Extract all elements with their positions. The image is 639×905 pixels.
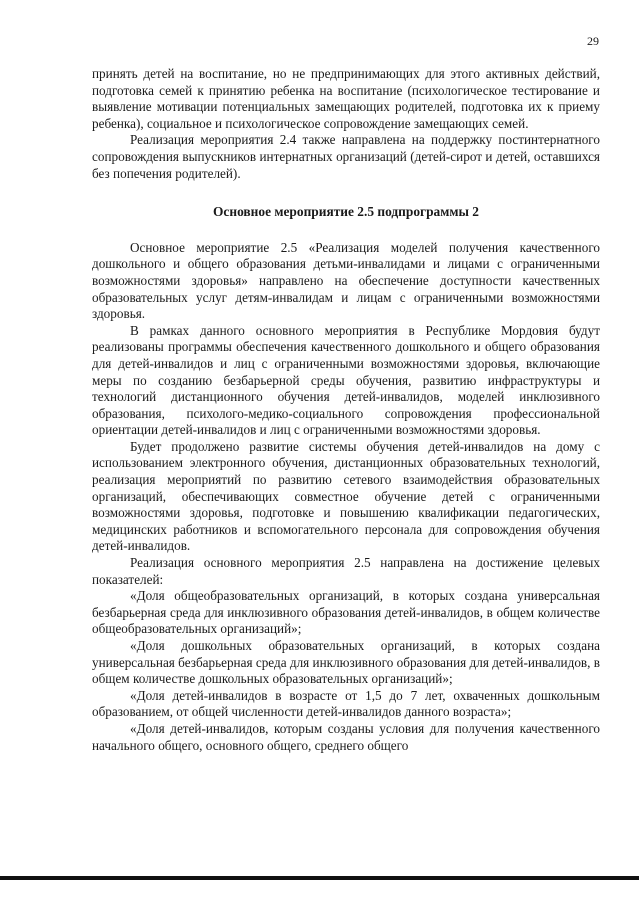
section-heading: Основное мероприятие 2.5 подпрограммы 2 [213,204,479,220]
paragraph-mordovia-programs: В рамках данного основного мероприятия в Республике Мордовия будут реализованы программы обеспечения качественного дошкольного и общего образования для детей-инвалидов и лиц с ограниченными возможностями здоровья, включающие меры по созданию безбарьерной среды обучения, развитию инфраструктуры и технологий дистанционного обучения детей-инвалидов, моделей инклюзивного образования, психолого-медико-социального сопровождения профессиональной ориентации детей-инвалидов и лиц с ограниченными возможностями здоровья. [92,322,600,438]
document-body [92,66,600,754]
intro-paragraph: принять детей на воспитание, но не предпринимающих для этого активных действий, подготовка семей к принятию ребенка на воспитание (психологическое тестирование и выявление мотивации потенциальных замещающих родителей, подготовка их к приему ребенка), социальное и психологическое сопровождение замещающих семей. [92,66,600,131]
paragraph-home-education: Будет продолжено развитие системы обучения детей-инвалидов на дому с использованием электронного обучения, дистанционных образовательных технологий, реализация мероприятий по развитию сетевого взаимодействия образовательных организаций, обеспечивающих совместное обучение детей с ограниченными возможностями здоровья, подготовке и повышению квалификации педагогических, медицинских работников и вспомогательного персонала для сопровождения обучения детей-инвалидов. [92,438,600,554]
paragraph-target-indicators-intro: Реализация основного мероприятия 2.5 направлена на достижение целевых показателей: [92,555,600,587]
indicator-quality-education: «Доля детей-инвалидов, которым созданы условия для получения качественного начального общего, основного общего, среднего общего [92,720,600,753]
bottom-border-line [0,876,639,880]
paragraph-main-measure: Основное мероприятие 2.5 «Реализация моделей получения качественного дошкольного и общего образования детьми-инвалидами и лицами с ограниченными возможностями здоровья» направлено на обеспечение доступности качественных образовательных услуг детям-инвалидам и лицам с ограниченными возможностями здоровья. [92,239,600,322]
indicator-preschool-coverage: «Доля детей-инвалидов в возрасте от 1,5 до 7 лет, охваченных дошкольным образованием, от общей численности детей-инвалидов данного возраста»; [92,687,600,720]
indicator-preschools: «Доля дошкольных образовательных организаций, в которых создана универсальная безбарьерная среда для инклюзивного образования для детей-инвалидов, в общем количестве дошкольных образовательных организаций»; [92,638,600,687]
page-number: 29 [587,34,599,48]
measure-2-4-paragraph: Реализация мероприятия 2.4 также направлена на поддержку постинтернатного сопровождения выпускников интернатных организаций (детей-сирот и детей, оставшихся без попечения родителей). [92,132,600,181]
indicator-general-schools: «Доля общеобразовательных организаций, в которых создана универсальная безбарьерная среда для инклюзивного образования детей-инвалидов, в общем количестве общеобразовательных организаций»; [92,588,600,637]
